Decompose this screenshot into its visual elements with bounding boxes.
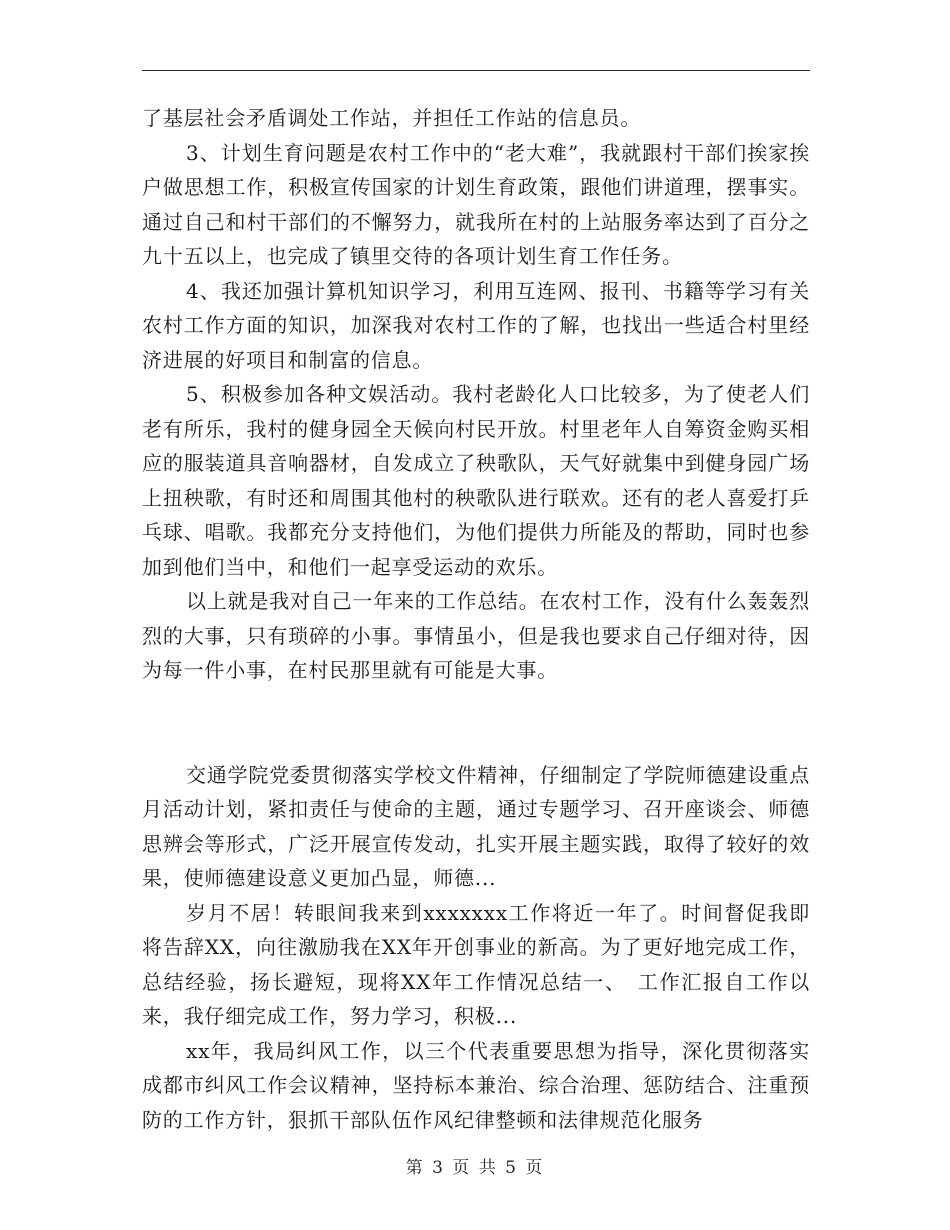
paragraph-excerpt-year-review: 岁月不居！转眼间我来到xxxxxxx工作将近一年了。时间督促我即将告辞XX，向往激励我在XX年开创事业的新高。为了更好地完成工作，总结经验，扬长避短，现将XX年工作情况总结一、 工作汇报自工作以来，我仔细完成工作，努力学习，积极... xyxy=(142,900,810,1028)
paragraph-item-4-computer-study: 4、我还加强计算机知识学习，利用互连网、报刊、书籍等学习有关农村工作方面的知识，加深我对农村工作的了解，也找出一些适合村里经济进展的好项目和制富的信息。 xyxy=(142,278,810,372)
paragraph-summary-conclusion: 以上就是我对自己一年来的工作总结。在农村工作，没有什么轰轰烈烈的大事，只有琐碎的小事。事情虽小，但是我也要求自己仔细对待，因为每一件小事，在村民那里就有可能是大事。 xyxy=(142,589,810,682)
document-body xyxy=(142,101,810,1137)
section-gap xyxy=(142,688,810,758)
paragraph-item-3-family-planning: 3、计划生育问题是农村工作中的“老大难”，我就跟村干部们挨家挨户做思想工作，积极宣传国家的计划生育政策，跟他们讲道理，摆事实。通过自己和村干部们的不懈努力，就我所在村的上站服务率达到了百分之九十五以上，也完成了镇里交待的各项计划生育工作任务。 xyxy=(142,140,810,268)
paragraph-excerpt-transport-college: 交通学院党委贯彻落实学校文件精神，仔细制定了学院师德建设重点月活动计划，紧扣责任与使命的主题，通过专题学习、召开座谈会、师德思辨会等形式，广泛开展宣传发动，扎实开展主题实践，取得了较好的效果，使师德建设意义更加凸显，师德... xyxy=(142,762,810,890)
header-rule xyxy=(142,70,810,71)
paragraph-excerpt-rectification-work: xx年，我局纠风工作，以三个代表重要思想为指导，深化贯彻落实成都市纠风工作会议精神，坚持标本兼治、综合治理、惩防结合、注重预防的工作方针，狠抓干部队伍作风纪律整顿和法律规范化服务 xyxy=(142,1038,810,1132)
page-number-footer: 第 3 页 共 5 页 xyxy=(405,1158,545,1178)
paragraph-continuation: 了基层社会矛盾调处工作站，并担任工作站的信息员。 xyxy=(142,106,642,130)
paragraph-item-5-cultural-activities: 5、积极参加各种文娱活动。我村老龄化人口比较多，为了使老人们老有所乐，我村的健身园全天候向村民开放。村里老年人自筹资金购买相应的服装道具音响器材，自发成立了秧歌队，天气好就集中到健身园广场上扭秧歌，有时还和周围其他村的秧歌队进行联欢。还有的老人喜爱打乒乓球、唱歌。我都充分支持他们，为他们提供力所能及的帮助，同时也参加到他们当中，和他们一起享受运动的欢乐。 xyxy=(142,382,810,579)
